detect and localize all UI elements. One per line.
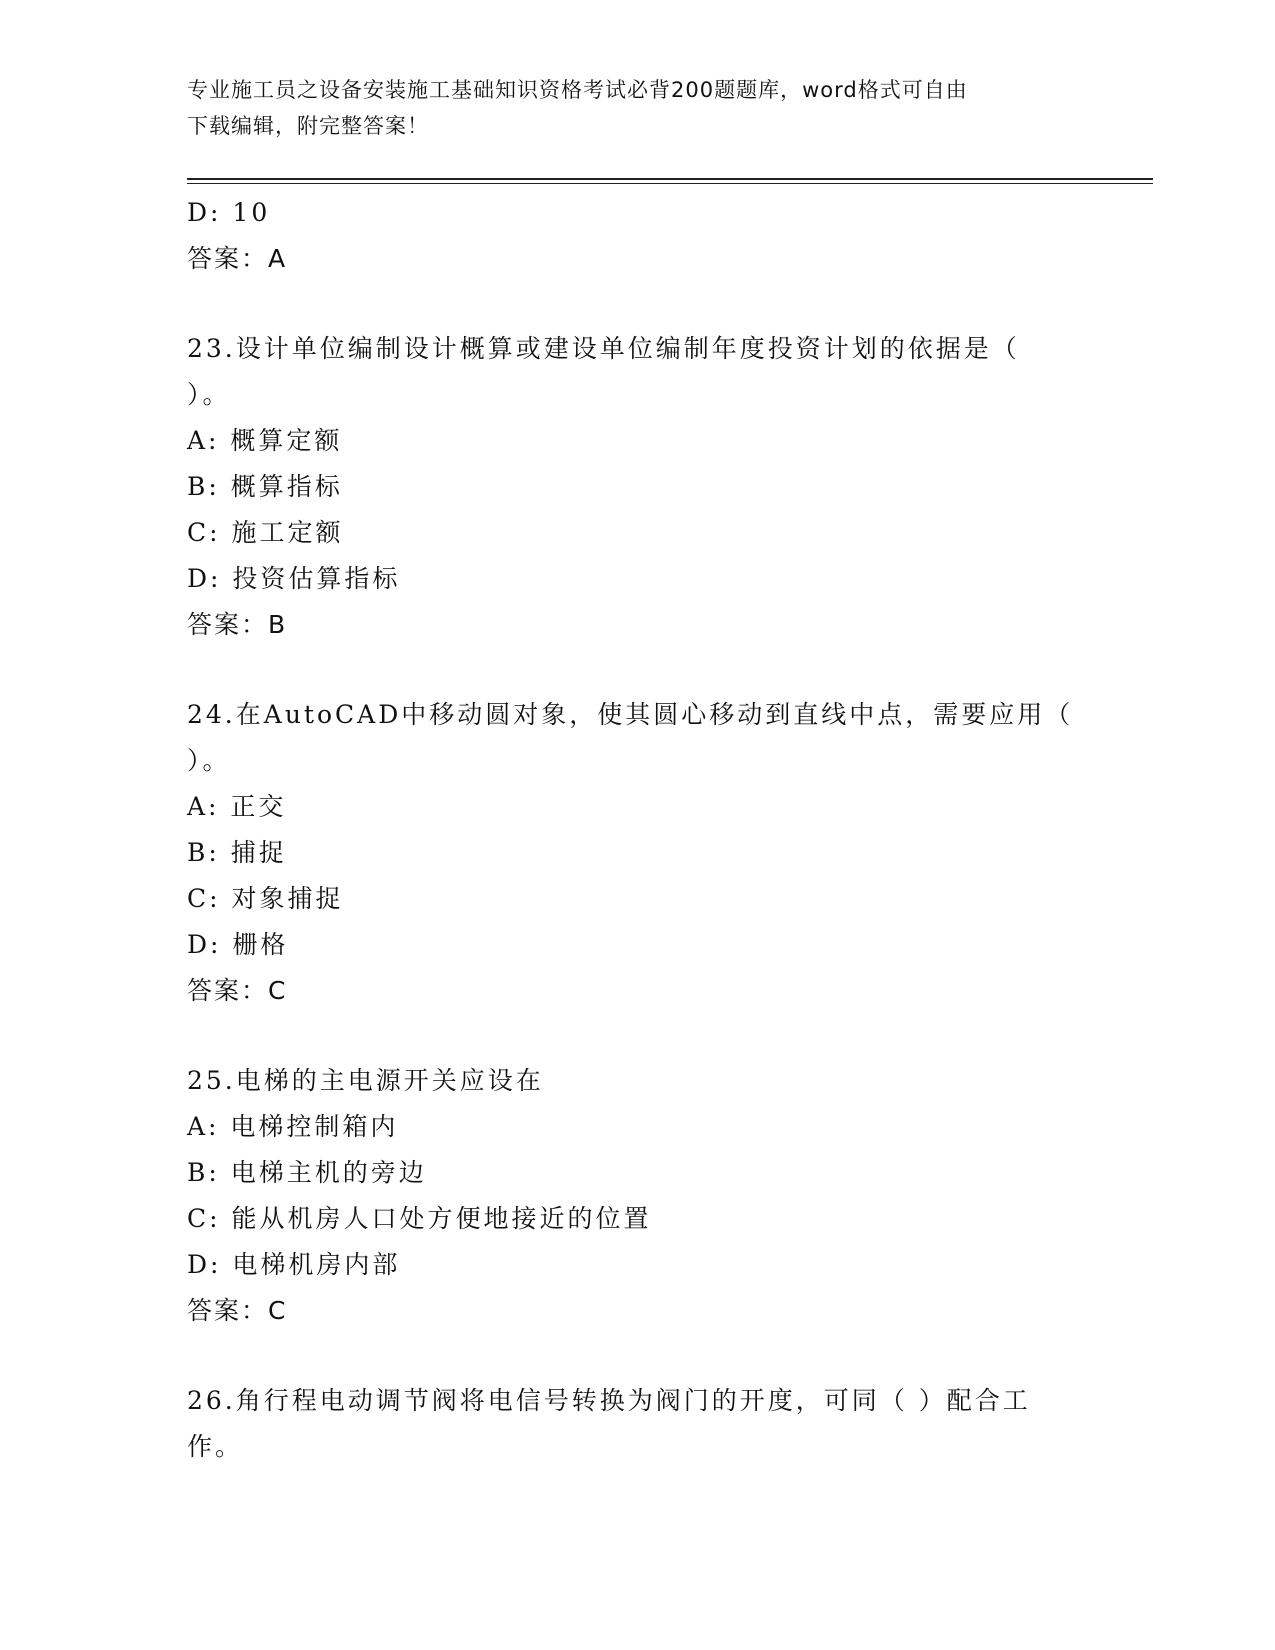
answer-line: 答案：C bbox=[187, 976, 288, 1005]
question-text-line-2: ）。 bbox=[187, 746, 231, 775]
option-a: A: 概算定额 bbox=[187, 426, 343, 455]
option-a: A: 电梯控制箱内 bbox=[187, 1112, 399, 1141]
option-b: B: 电梯主机的旁边 bbox=[187, 1158, 427, 1187]
question-text-line-2: 作。 bbox=[187, 1432, 244, 1461]
option-b: B: 捕捉 bbox=[187, 838, 287, 867]
header-title-line-2: 下载编辑，附完整答案！ bbox=[187, 114, 429, 138]
answer-line: 答案：A bbox=[187, 244, 288, 273]
option-c: C: 施工定额 bbox=[187, 518, 344, 547]
question-list bbox=[187, 190, 1074, 1470]
question-text-line-2: ）。 bbox=[187, 380, 231, 409]
question-23 bbox=[187, 326, 1067, 648]
answer-line: 答案：B bbox=[187, 610, 288, 639]
answer-line: 答案：C bbox=[187, 1296, 288, 1325]
question-24 bbox=[187, 692, 1074, 1014]
option-b: B: 概算指标 bbox=[187, 472, 343, 501]
option-c: C: 对象捕捉 bbox=[187, 884, 344, 913]
question-text-line-1: 23.设计单位编制设计概算或建设单位编制年度投资计划的依据是（ bbox=[187, 334, 1020, 363]
question-text-line-1: 26.角行程电动调节阀将电信号转换为阀门的开度，可同（ ）配合工 bbox=[187, 1386, 1031, 1415]
header-title-line-1: 专业施工员之设备安装施工基础知识资格考试必背200题题库，word格式可自由 bbox=[187, 78, 968, 102]
option-a: A: 正交 bbox=[187, 792, 287, 821]
option-c: C: 能从机房人口处方便地接近的位置 bbox=[187, 1204, 652, 1233]
question-26 bbox=[187, 1378, 1067, 1470]
option-d: D: 投资估算指标 bbox=[187, 564, 401, 593]
option-d: D: 电梯机房内部 bbox=[187, 1250, 401, 1279]
document-header bbox=[187, 72, 1067, 144]
option-d: D: 栅格 bbox=[187, 930, 289, 959]
question-22-tail bbox=[187, 190, 1067, 282]
question-text-line-1: 24.在AutoCAD中移动圆对象，使其圆心移动到直线中点，需要应用（ bbox=[187, 700, 1074, 729]
header-divider-thin bbox=[187, 183, 1153, 184]
question-text-line-1: 25.电梯的主电源开关应设在 bbox=[187, 1066, 544, 1095]
header-divider-thick bbox=[187, 178, 1153, 180]
question-25 bbox=[187, 1058, 1067, 1334]
option-d: D: 10 bbox=[187, 198, 271, 227]
